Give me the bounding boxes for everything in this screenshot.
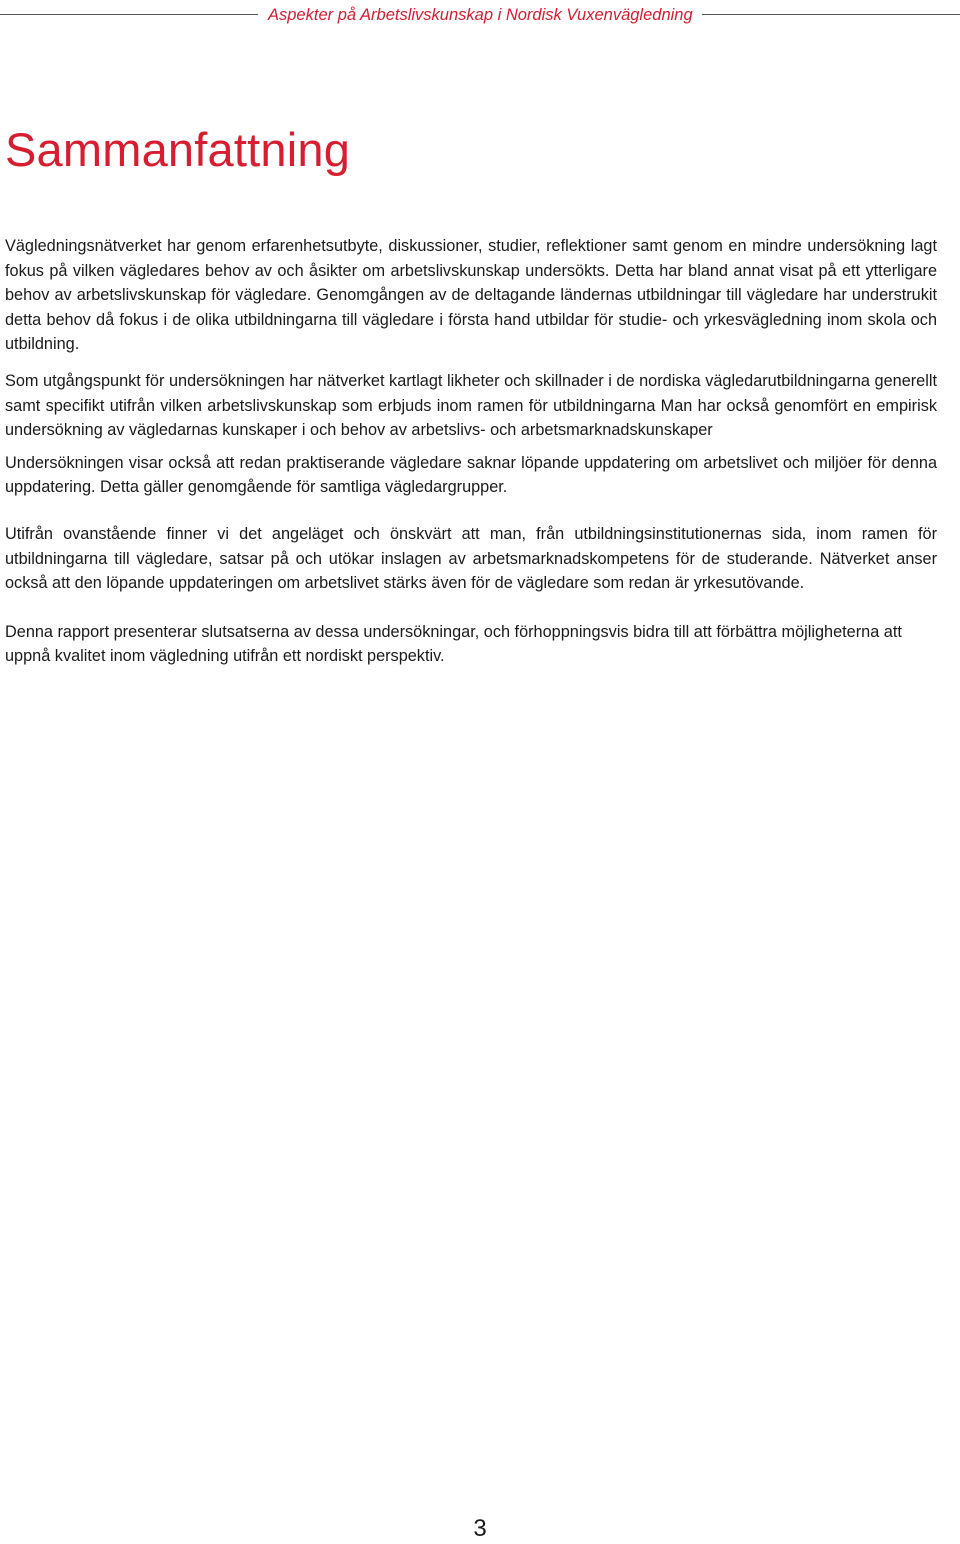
paragraph-1: Vägledningsnätverket har genom erfarenhetsutbyte, diskussioner, studier, reflektioner samt genom en mindre undersökning lagt fokus på vilken vägledares behov av och åsikter om arbetslivskunskap undersökts. Detta har bland annat visat på ett ytterligare behov av arbetslivskunskap för vägledare. Genomgången av de deltagande ländernas utbildningar till vägledare har understrukit detta behov då fokus i de olika utbildningarna till vägledare i första hand utbildar för studie- och yrkesvägledning inom skola och utbildning. xyxy=(5,237,937,354)
body-text xyxy=(5,234,937,669)
header-rule-right xyxy=(702,14,960,15)
paragraph-3: Undersökningen visar också att redan praktiserande vägledare saknar löpande uppdatering om arbetslivet och miljöer för denna uppdatering. Detta gäller genomgående för samtliga vägledargrupper. xyxy=(5,453,937,497)
header-rule-left xyxy=(0,14,258,15)
paragraph-2: Som utgångspunkt för undersökningen har nätverket kartlagt likheter och skillnader i de nordiska vägledarutbildningarna generellt samt specifikt utifrån vilken arbetslivskunskap som erbjuds inom ramen för utbildningarna Man har också genomfört en empirisk undersökning av vägledarnas kunskaper i och behov av arbetslivs- och arbetsmarknadskunskaper xyxy=(5,371,937,440)
page-number: 3 xyxy=(473,1515,487,1542)
running-header-title: Aspekter på Arbetslivskunskap i Nordisk Vuxenvägledning xyxy=(268,6,693,24)
paragraph-4: Utifrån ovanstående finner vi det angeläget och önskvärt att man, från utbildningsinstitutionernas sida, inom ramen för utbildningarna till vägledare, satsar på och utökar inslagen av arbetsmarknadskompetens för de studerande. Nätverket anser också att den löpande uppdateringen om arbetslivet stärks även för de vägledare som redan är yrkesutövande. xyxy=(5,524,937,593)
page-title: Sammanfattning xyxy=(5,123,351,176)
paragraph-5: Denna rapport presenterar slutsatserna av dessa undersökningar, och förhoppningsvis bidra till att förbättra möjligheterna att uppnå kvalitet inom vägledning utifrån ett nordiskt perspektiv. xyxy=(5,622,902,666)
running-header xyxy=(0,4,960,26)
